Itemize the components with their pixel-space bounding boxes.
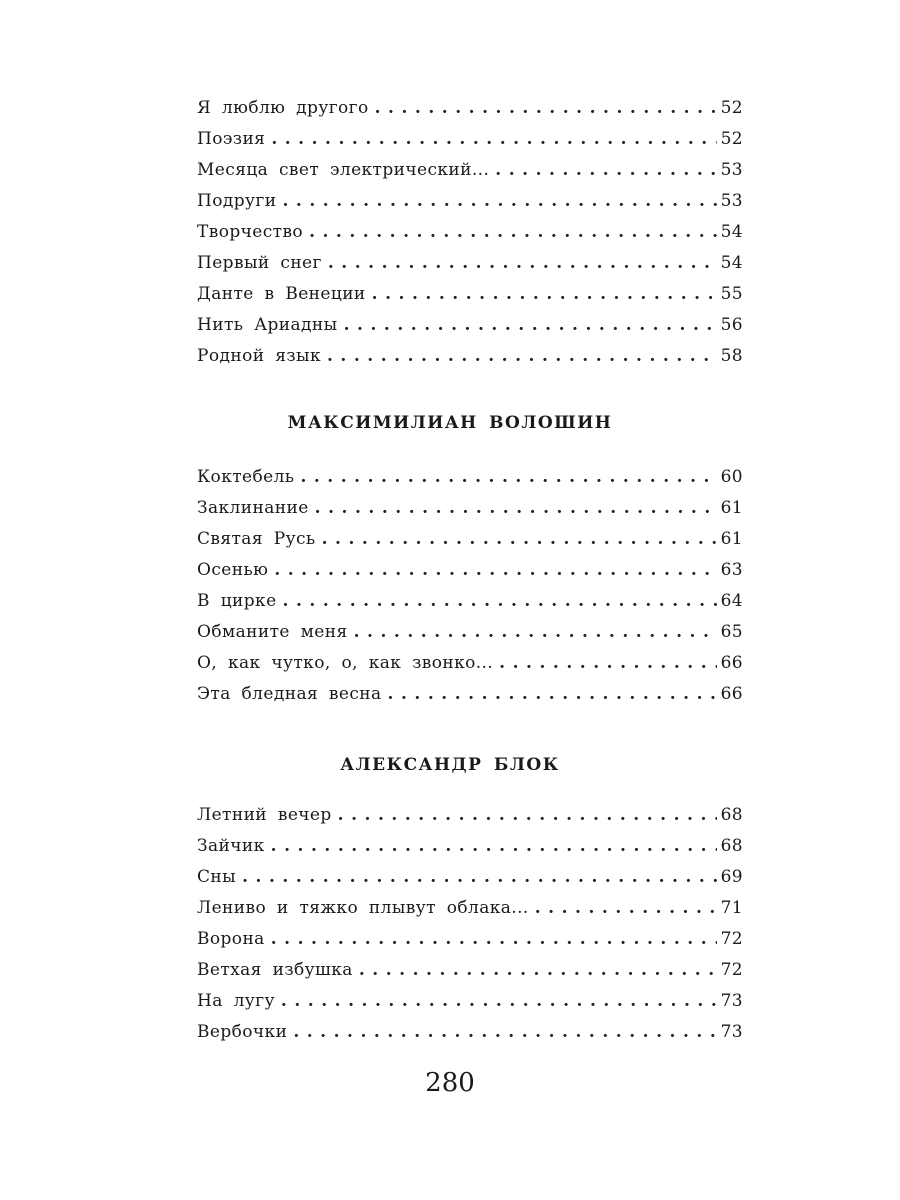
toc-entry-page: 73 [720, 1022, 743, 1042]
dot-leader [274, 559, 716, 581]
toc-entry-page: 68 [720, 836, 743, 856]
toc-entry-title: Месяца свет электрический... [197, 160, 490, 180]
toc-entry [197, 97, 743, 128]
toc-entry-title: Сны [197, 867, 237, 887]
toc-entry-title: В цирке [197, 591, 277, 611]
dot-leader [328, 252, 717, 274]
dot-leader [309, 221, 717, 243]
dot-leader [359, 959, 717, 981]
toc-entry-page: 52 [720, 129, 743, 149]
toc-entry-title: На лугу [197, 991, 275, 1011]
toc-entry [197, 897, 743, 928]
toc-entry [197, 314, 743, 345]
toc-entry-title: Летний вечер [197, 805, 332, 825]
toc-entry-page: 64 [720, 591, 743, 611]
toc-entry-title: Ветхая избушка [197, 960, 353, 980]
toc-entry-page: 72 [720, 960, 743, 980]
toc-entry-page: 71 [720, 898, 743, 918]
dot-leader [315, 497, 717, 519]
toc-entry [197, 159, 743, 190]
toc-entry [197, 928, 743, 959]
toc-entry [197, 190, 743, 221]
dot-leader [281, 990, 717, 1012]
toc-entry [197, 1021, 743, 1052]
toc-entry-title: О, как чутко, о, как звонко... [197, 653, 494, 673]
dot-leader [293, 1021, 716, 1043]
dot-leader [271, 835, 717, 857]
toc-entry-page: 52 [720, 98, 743, 118]
toc-entry-page: 53 [720, 191, 743, 211]
dot-leader [271, 128, 716, 150]
toc-entry-title: Подруги [197, 191, 277, 211]
toc-entry-page: 56 [720, 315, 743, 335]
dot-leader [388, 683, 717, 705]
toc-entry-title: Первый снег [197, 253, 322, 273]
toc-entry-title: Эта бледная весна [197, 684, 382, 704]
toc-entry [197, 128, 743, 159]
toc-entry-title: Лениво и тяжко плывут облака... [197, 898, 529, 918]
toc-entry-title: Данте в Венеции [197, 284, 366, 304]
dot-leader [535, 897, 717, 919]
toc-entry [197, 590, 743, 621]
toc-section-3 [197, 804, 743, 1052]
toc-entry-page: 69 [720, 867, 743, 887]
dot-leader [495, 159, 716, 181]
toc-entry-page: 61 [720, 529, 743, 549]
toc-entry-page: 61 [720, 498, 743, 518]
dot-leader [283, 590, 717, 612]
toc-entry [197, 283, 743, 314]
toc-section-1 [197, 97, 743, 376]
toc-entry [197, 497, 743, 528]
toc-entry [197, 683, 743, 714]
dot-leader [242, 866, 716, 888]
toc-entry-page: 65 [720, 622, 743, 642]
toc-entry [197, 959, 743, 990]
dot-leader [372, 283, 717, 305]
toc-entry-title: Осенью [197, 560, 269, 580]
toc-entry [197, 528, 743, 559]
dot-leader [271, 928, 717, 950]
toc-entry-page: 66 [720, 684, 743, 704]
toc-entry [197, 804, 743, 835]
dot-leader [282, 190, 716, 212]
toc-entry-page: 60 [720, 467, 743, 487]
toc-entry [197, 990, 743, 1021]
toc-entry-page: 66 [720, 653, 743, 673]
dot-leader [327, 345, 717, 367]
toc-section-2 [197, 466, 743, 714]
section-heading: АЛЕКСАНДР БЛОК [340, 755, 560, 775]
toc-entry-title: Родной язык [197, 346, 321, 366]
dot-leader [499, 652, 716, 674]
dot-leader [322, 528, 717, 550]
toc-entry [197, 345, 743, 376]
dot-leader [338, 804, 717, 826]
toc-entry-page: 54 [720, 222, 743, 242]
toc-entry-title: Обманите меня [197, 622, 348, 642]
toc-entry-title: Творчество [197, 222, 304, 242]
toc-entry-title: Нить Ариадны [197, 315, 338, 335]
toc-entry-page: 73 [720, 991, 743, 1011]
section-heading: МАКСИМИЛИАН ВОЛОШИН [287, 413, 613, 433]
toc-entry-title: Вербочки [197, 1022, 288, 1042]
toc-entry [197, 559, 743, 590]
toc-entry-title: Коктебель [197, 467, 295, 487]
dot-leader [300, 466, 716, 488]
toc-entry-title: Святая Русь [197, 529, 316, 549]
toc-entry-page: 63 [720, 560, 743, 580]
page-number: 280 [425, 1068, 475, 1098]
toc-entry [197, 835, 743, 866]
toc-entry-page: 53 [720, 160, 743, 180]
toc-entry [197, 621, 743, 652]
toc-entry-page: 68 [720, 805, 743, 825]
toc-entry-title: Поэзия [197, 129, 266, 149]
toc-entry-page: 58 [720, 346, 743, 366]
toc-entry-title: Ворона [197, 929, 265, 949]
dot-leader [375, 97, 717, 119]
toc-entry-title: Я люблю другого [197, 98, 369, 118]
toc-entry [197, 221, 743, 252]
toc-entry [197, 466, 743, 497]
toc-entry-page: 54 [720, 253, 743, 273]
dot-leader [354, 621, 717, 643]
toc-entry-page: 72 [720, 929, 743, 949]
toc-entry [197, 252, 743, 283]
toc-entry [197, 652, 743, 683]
toc-entry-title: Зайчик [197, 836, 265, 856]
toc-entry-page: 55 [720, 284, 743, 304]
toc-entry [197, 866, 743, 897]
toc-entry-title: Заклинание [197, 498, 309, 518]
dot-leader [344, 314, 717, 336]
